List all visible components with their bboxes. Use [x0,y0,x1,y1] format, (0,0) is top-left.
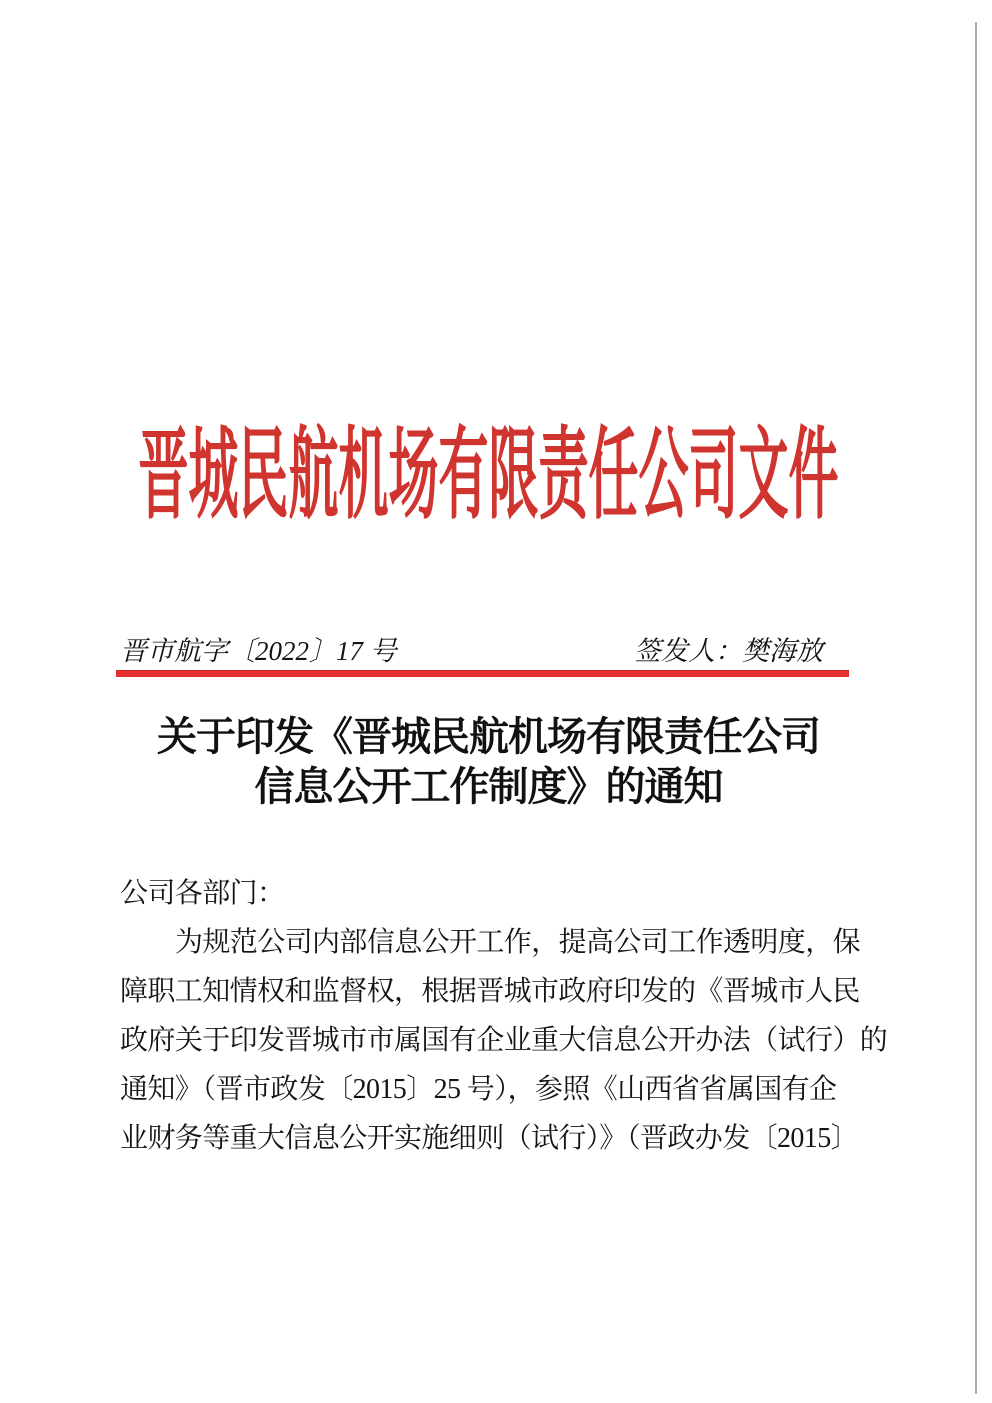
notice-title [120,712,857,812]
body-line-5: 业财务等重大信息公开实施细则（试行）》（晋政办发〔2015〕 [120,1123,859,1154]
salutation: 公司各部门： [120,878,285,909]
notice-title-line-1: 关于印发《晋城民航机场有限责任公司 [157,714,820,759]
body-line-3: 政府关于印发晋城市市属国有企业重大信息公开办法（试行）的 [120,1025,888,1056]
doc-meta-row [120,634,857,668]
red-separator-line [116,670,849,677]
doc-number: 晋市航字〔2022〕17 号 [120,636,397,666]
notice-title-line-2: 信息公开工作制度》的通知 [254,764,723,809]
body-line-2: 障职工知情权和监督权，根据晋城市政府印发的《晋城市人民 [120,976,860,1007]
document-body [120,869,888,1163]
issuer [634,634,823,668]
body-line-4: 通知》（晋市政发〔2015〕25 号），参照《山西省省属国有企 [120,1074,837,1105]
scan-edge-line [975,22,977,1394]
body-line-1: 为规范公司内部信息公开工作，提高公司工作透明度，保 [175,927,861,958]
issuer-label: 签发人： [634,636,742,666]
issuer-name: 樊海放 [742,636,823,666]
letterhead [120,419,857,531]
org-title: 晋城民航机场有限责任公司文件 [138,419,839,531]
